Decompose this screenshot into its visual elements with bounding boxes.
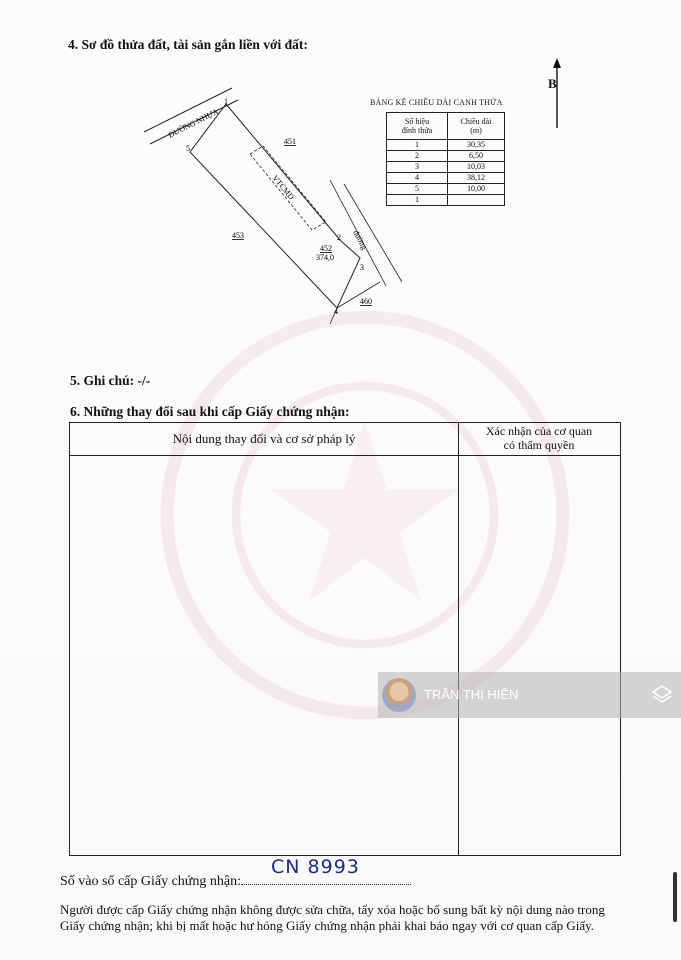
uploader-name: TRẦN THỊ HIỀN [424,687,519,702]
scrollbar[interactable] [673,872,677,922]
section-4-title: 4. Sơ đồ thửa đất, tài sản gắn liền với đất: [68,37,308,52]
neighbor-460: 460 [360,297,372,306]
neighbor-451: 451 [284,137,296,146]
changes-table [69,422,621,856]
edge-length-table [386,112,505,206]
edge-vertex: 2 [387,151,448,162]
column-divider [458,423,459,855]
header-divider [70,455,620,456]
registration-line [60,856,411,890]
parcel-area: 374,0 [316,253,334,262]
parcel-number: 452 [320,244,332,253]
edge-length: 6,50 [448,151,505,162]
uploader-overlay [378,672,681,718]
edge-vertex: 1 [387,195,448,206]
edge-vertex: 5 [387,184,448,195]
registration-value-field [241,856,411,885]
edge-vertex: 4 [387,173,448,184]
north-label: B [548,76,557,91]
edge-length: 38,12 [448,173,505,184]
edge-header-vertex: Số hiệu đỉnh thửa [387,113,448,140]
section-5-title: 5. Ghi chú: -/- [70,373,151,388]
edge-length: 10,03 [448,162,505,173]
vertex-3: 3 [360,263,364,272]
edge-length-empty [448,195,505,206]
edge-vertex: 3 [387,162,448,173]
edge-length: 30,35 [448,140,505,151]
notice-text: Người được cấp Giấy chứng nhận không được sửa chữa, tẩy xóa hoặc bổ sung bất kỳ nội dung nào trong Giấy chứng nhận; khi bị mất hoặc hư hỏng Giấy chứng nhận phải khai báo ngay với cơ quan cấp Giấy. [60,902,605,933]
changes-confirm-header: Xác nhận của cơ quan có thẩm quyền [485,424,593,452]
avatar [382,678,416,712]
edge-table-title: BẢNG KÊ CHIỀU DÀI CẠNH THỬA [370,98,503,107]
edge-length: 10,00 [448,184,505,195]
vertex-1: 1 [224,97,228,106]
vtcmd-label: VTCMD [270,173,296,202]
neighbor-453: 453 [232,231,244,240]
edge-vertex: 1 [387,140,448,151]
registration-number: CN 8993 [271,856,360,878]
section-6-title: 6. Những thay đổi sau khi cấp Giấy chứng nhận: [70,404,350,419]
vertex-4: 4 [334,307,338,316]
road-small-label: đường [351,228,369,252]
edge-header-length: Chiều dài (m) [448,113,505,140]
north-arrow-icon [548,58,566,130]
vertex-5: 5 [186,144,190,153]
registration-label: Số vào sổ cấp Giấy chứng nhận: [60,874,241,889]
vertex-2: 2 [337,233,341,242]
layers-logo-icon [651,684,673,706]
road-asphalt-label: ĐƯỜNG NHỰA [166,106,220,140]
changes-content-header: Nội dung thay đổi và cơ sở pháp lý [172,431,356,446]
